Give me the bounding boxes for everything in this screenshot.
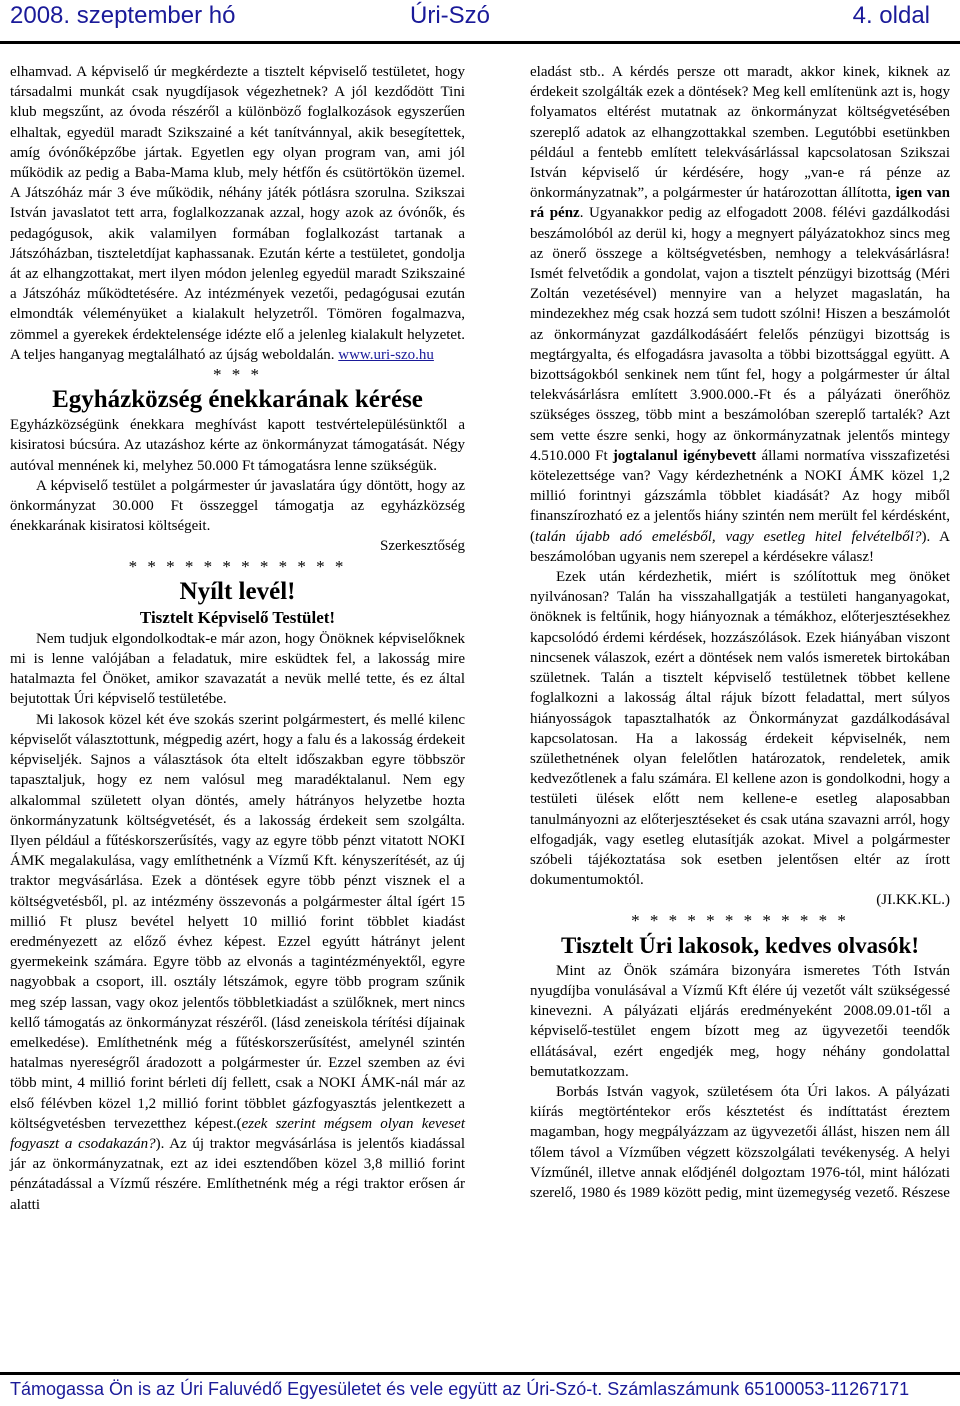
article-title: Egyházközség énekkarának kérése bbox=[52, 386, 423, 414]
page-header bbox=[0, 0, 960, 40]
separator-stars: * * * * * * * * * * * * bbox=[631, 910, 849, 930]
issue-date: 2008. szeptember hó bbox=[10, 2, 236, 29]
article-signature: Szerkesztőség bbox=[380, 538, 465, 555]
article-paragraph: A képviselő testület a polgármester úr javaslatára úgy döntött, hogy az önkormányzat 30.000 Ft összeggel támogatja az egyházközség énekkarának kisiratosi költségeit. bbox=[10, 477, 465, 535]
letter-paragraph: Nem tudjuk elgondolkodtak-e már azon, hogy Önöknek képviselőknek mi is lenne valójában a feladatuk, mire esküdtek fel, a lakosság mire hatalmazta fel Önöket, amikor szavazatát a nevük mellé tette, és ez által bejutottak Úri képviselő testületébe. bbox=[10, 630, 465, 708]
letter-signature: (JI.KK.KL.) bbox=[876, 892, 950, 909]
letter-salutation: Tisztelt Képviselő Testület! bbox=[139, 607, 336, 627]
newspaper-title: Úri-Szó bbox=[410, 2, 491, 29]
header-divider bbox=[0, 41, 960, 44]
article-paragraph: Mint az Önök számára bizonyára ismeretes Tóth István nyugdíjba vonulásával a Vízmű Kft élére új vezetőt vált szükségessé kinevezni. A pályázati eljárás eredményeként 2008.09.01-től a képviselő-testület engem bízott meg az ügyvezetői teendők ellátásával, ezért engedjék meg, hogy néhány gondolattal bemutatkozzam. bbox=[530, 962, 950, 1080]
letter-title: Nyílt levél! bbox=[179, 577, 296, 605]
article-paragraph: Egyházközségünk énekkara meghívást kapott testvértelepülésünktől a kisiratosi búcsúra. Az utazáshoz kérte az önkormányzat támogatását. Négy autóval mennének ki, melyhez 50.000 Ft támogatásra lenne szükségük. bbox=[10, 417, 465, 474]
right-column bbox=[530, 62, 950, 1203]
intro-text: elhamvad. A képviselő úr megkérdezte a tisztelt képviselő testületet, hogy társadalmi munkát csak nyugdíjasok végezhetnek? A jól kezdődött Tini klub megszűnt, az óvoda részéről a különböző foglalkozások egyszerűen elhaltak, egyedül maradt Szikszainé a két tanítvánnyal, akik besegítettek, amíg óvónőképzőbe jártak. Egyetlen egy olyan program van, ami jól működik az pedig a Baba-Mama klub, mely hétfőn és csütörtökön üzemel. A Játszóház már 3 éve működik, néhány játék pótlásra szorulna. Szikszai István javaslatot tett arra, foglalkozzanak azzal, hogy azok az óvónők, és pedagógusok, akik valamilyen formában foglalkozást tartanak a Játszóházban, tiszteletdíjat kaphassanak. Ezután kérte a testületet, gondolja át az elhangzottakat, mert ilyen módon jelenleg egyedül maradt Szikszainé a Játszóház működtetésére. Az intézmények vezetői, pedagógusai ezután elmondták véleményüket a kialakult helyzetről. Tömören fogalmazva, zömmel a gyerekek érdektelensége idézte elő a jelenleg kialakult helyzetet. A teljes hanganyag megtalálható az újság weboldalán. bbox=[10, 64, 465, 363]
page-footer bbox=[0, 1372, 960, 1406]
separator-stars: * * * * * * * * * * * * bbox=[128, 556, 347, 576]
letter-paragraph: Mi lakosok közel két éve szokás szerint polgármestert, és mellé kilenc képviselőt választottunk, mégpedig azért, hogy a falu és a lakosság érdekeit képviseljék. Sajnos a választások óta eltelt időszakban egyre többször tapasztaljuk, hogy ez nem valósul meg maradéktalanul. Nem egy alkalommal született olyan döntés, amely hátrányos helyzetbe hozta önkormányzatunk költségvetését, és a lakosság érdekeit sem szolgálta. Ilyen például a fűtéskorszerűsítés, vagy az egyre több pénzt vitatott NOKI ÁMK megalakulása, vagy említhetnénk a Vízmű Kft. kényszerítését, az új traktor megvásárlása. Ezek a döntések egyre több pénzt visznek el a költségvetésből, pl. az intézmény összevonás a polgármester által ígért 15 millió Ft plusz bevétel helyett 10 millió forint többlet kiadást eredményezett az előző évhez képest. Ezzel egyútt hátrányt jelent gyermekeink számára. Egyre több az elvonás a tagintézményektől, egyre nagyobbak a csoport, ill. osztály létszámok, egyre több program szűnik meg szép lassan, vagy okoz jelentős többletkiadást a szülőknek, mert nincs kellő támogatás az önkormányzat részéről. (lásd zeneiskola térítési díjainak emelkedése). Említhetnénk még a fűtéskorszerűsítést, amelynél szintén hatalmas nyereségről áradozott a polgármester úr. Ezzel szemben az évi több mint, 4 millió forint bérleti díj fellett, csak a NOKI ÁMK-nál már az első félévben közel 1,2 millió forint többlet gázfogyasztás jelentkezett a költségvetésben tervezetthez képest.(ezek szerint mégsem olyan keveset fogyaszt a csodakazán?). Az új traktor megvásárlása is jelentős kiadással jár az önkormányzatnak, ezt az idei esztendőben közel 3,8 millió forint pénzátadással a Vízmű részére. Említhetnénk még a régi traktor erősen ár alatti bbox=[10, 711, 465, 1213]
footer-text: Támogassa Ön is az Úri Faluvédő Egyesületet és vele együtt az Úri-Szó-t. Számlaszámunk 65100053-11267171 bbox=[10, 1379, 910, 1399]
article-paragraph: Borbás István vagyok, születésem óta Úri lakos. A pályázati kiírás megtörténtekor erős késztetést és indíttatást éreztem magamban, hogy megpályázzam az ügyvezetői állást, hiszen nem áll tőlem távol a Vízműben végzett közszolgálati tevékenység. A helyi Vízműnél, illetve annak elődjénél dolgoztam 1976-tól, mint hálózati szerelő, 1980 és 1989 között pedig, mint üzemegység vezető. Részese bbox=[530, 1083, 950, 1201]
letter-paragraph: Ezek után kérdezhetik, miért is szólítottuk meg önöket nyilvánosan? Talán ha visszahallgatják a testületi hanganyagokat, önöknek is feltűnik, hogy hiányoznak a témákhoz, előterjesztésekhez kapcsolódó érdemi kérdések, hozzászólások. Ezek hiányában viszont nincsenek válaszok, ezért a döntések nem valós ismeretek birtokában születnek. Talán a tisztelt képviselő testületnek többet kellene foglalkozni a lakosság által rájuk bízott feladattal, mert súlyos hiányosságok tapasztalhatók az Önkormányzat gazdálkodásával kapcsolatosan. Ha a lakosság érdekeit képviselnék, nem születhetnének olyan felelőtlen határozatok, rendeletek, amik kedvezőtlenek a falu számára. El kellene azon is gondolkodni, hogy a testületi ülések előtt nem kellene-e esetleg alaposabban tanulmányozni az előterjesztéseket és csak utána szavazni arról, hogy elfogadják, vagy esetleg elutasítják azokat. Mivel a polgármester szóbeli tájékoztatása sok esetben jelentősen eltér az írott dokumentumoktól. bbox=[530, 569, 950, 889]
left-column bbox=[10, 62, 465, 1215]
article-title: Tisztelt Úri lakosok, kedves olvasók! bbox=[560, 932, 920, 958]
website-link[interactable]: www.uri-szo.hu bbox=[338, 346, 434, 363]
page-number: 4. oldal bbox=[852, 2, 930, 29]
letter-paragraph: eladást stb.. A kérdés persze ott maradt, akkor kinek, kiknek az érdekeit szolgálták ezek a döntések? Meg kell említenünk azt is, hogy folyamatos eltérést mutatnak az önkormányzat költségvetésében szereplő adatok az elhangzottakkal szemben. Legutóbbi esetünkben például a fentebb említett telekvásárlással kapcsolatosan Szikszai István képviselő úr kérdésére, hogy „van-e rá pénze az önkormányzatnak”, a polgármester úr határozottan állította, igen van rá pénz. Ugyanakkor pedig az elfogadott 2008. félévi gazdálkodási beszámolóból az derül ki, hogy a megnyert pályázatokhoz sincs meg az önerő összege a költségvetésben, nemhogy a telekvásárlásra! Ismét felvetődik a gondolat, vajon a tisztelt pénzügyi bizottság (Méri Zoltán vezetésével) mennyire van a helyzet magaslatán, ha mindezekhez még csak hozzá sem tudott szólni! Hiszen a beszámolót az önkormányzat gazdálkodásáért felelős pénzügyi bizottság is megtárgyalta, és elfogadásra javasolta a többi bizottsággal együtt. A bizottságokból senkinek nem tűnt fel, hogy a polgármester úr által telekvásárlásra említett 3.900.000.-Ft és a pályázati önerőhöz szükséges összeg, több mint a beszámolóban szereplő tartalék? Azt sem vette észre senki, hogy az önkormányzatnak jelentős mintegy 4.510.000 Ft jogtalanul igénybevett állami normatíva visszafizetési kötelezettsége van? Vagy kérdezhetnénk a NOKI ÁMK közel 1,2 millió forintnyi gázszámla többlet kiadását? Az hogy miből finanszírozható ez a jelentős hiány szintén nem merült fel kérdésként, (talán újabb adó emelésből, vagy esetleg hitel felvételből?). A beszámolóban ugyanis nem szerepel a kérdésekre válasz! bbox=[530, 64, 951, 565]
separator-stars: * * * bbox=[213, 365, 262, 385]
